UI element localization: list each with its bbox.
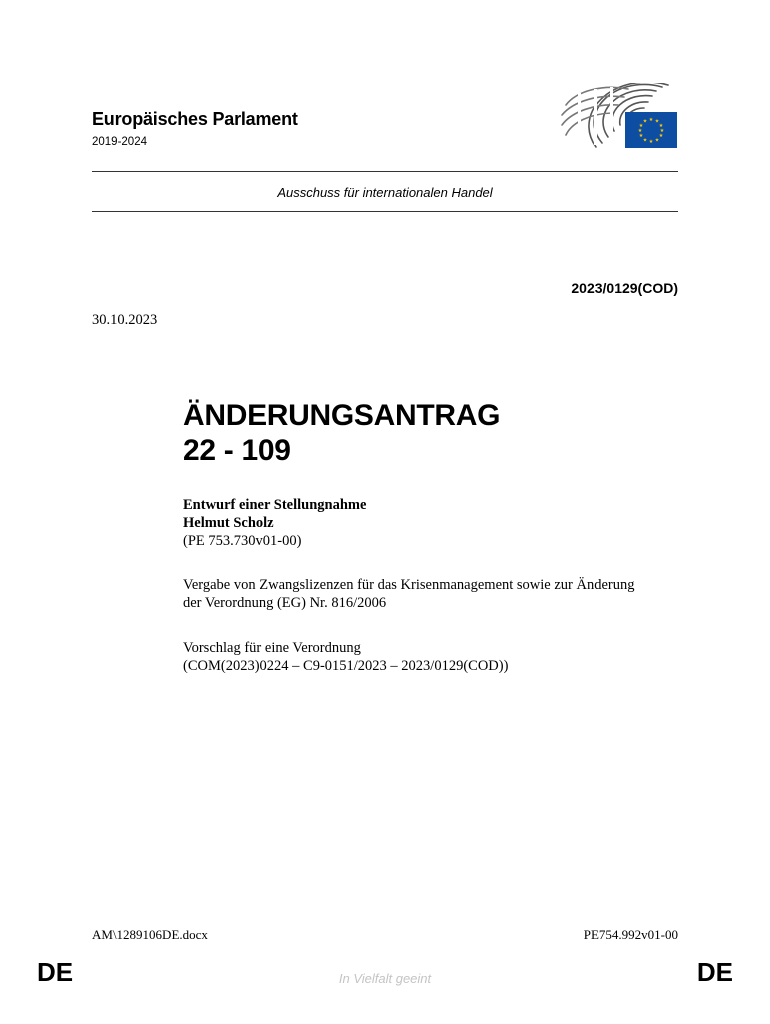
draft-opinion-block <box>183 496 366 550</box>
language-code-left: DE <box>37 957 74 987</box>
svg-text:★: ★ <box>654 137 660 144</box>
svg-text:★: ★ <box>658 133 664 139</box>
proposal-label: Vorschlag für eine Verordnung <box>183 640 361 656</box>
proposal-block <box>183 639 508 675</box>
committee-name: Ausschuss für internationalen Handel <box>277 185 493 200</box>
svg-text:★: ★ <box>638 123 644 129</box>
subject-block <box>183 576 683 612</box>
pe-reference: PE754.992v01-00 <box>583 927 678 942</box>
document-date: 30.10.2023 <box>92 312 158 328</box>
svg-text:★: ★ <box>648 139 654 145</box>
svg-text:★: ★ <box>654 118 660 125</box>
language-code-right: DE <box>696 957 733 987</box>
svg-text:★: ★ <box>659 128 665 134</box>
header-divider-top <box>92 171 678 172</box>
subject-line-2: der Verordnung (EG) Nr. 816/2006 <box>183 595 387 611</box>
document-title <box>183 398 500 468</box>
draft-reference: (PE 753.730v01-00) <box>183 533 302 549</box>
svg-text:★: ★ <box>637 128 643 134</box>
institution-name: Europäisches Parlament <box>92 109 298 129</box>
title-line-2: 22 - 109 <box>183 434 291 467</box>
procedure-number: 2023/0129(COD) <box>571 280 678 296</box>
svg-text:★: ★ <box>642 118 648 125</box>
proposal-reference: (COM(2023)0224 – C9-0151/2023 – 2023/0129(COD)) <box>183 658 509 674</box>
header-divider-bottom <box>92 211 678 212</box>
svg-text:★: ★ <box>638 133 644 139</box>
svg-text:★: ★ <box>642 137 648 144</box>
eu-motto: In Vielfalt geeint <box>338 971 432 986</box>
draft-label: Entwurf einer Stellungnahme <box>183 497 367 513</box>
file-reference: AM\1289106DE.docx <box>92 927 208 942</box>
rapporteur-name: Helmut Scholz <box>183 515 274 531</box>
title-line-1: ÄNDERUNGSANTRAG <box>183 399 501 432</box>
parliamentary-term: 2019-2024 <box>92 136 147 148</box>
svg-text:★: ★ <box>658 123 664 129</box>
subject-line-1: Vergabe von Zwangslizenzen für das Krisenmanagement sowie zur Änderung <box>183 577 635 593</box>
svg-text:★: ★ <box>648 117 654 123</box>
european-parliament-logo-icon <box>558 83 680 151</box>
